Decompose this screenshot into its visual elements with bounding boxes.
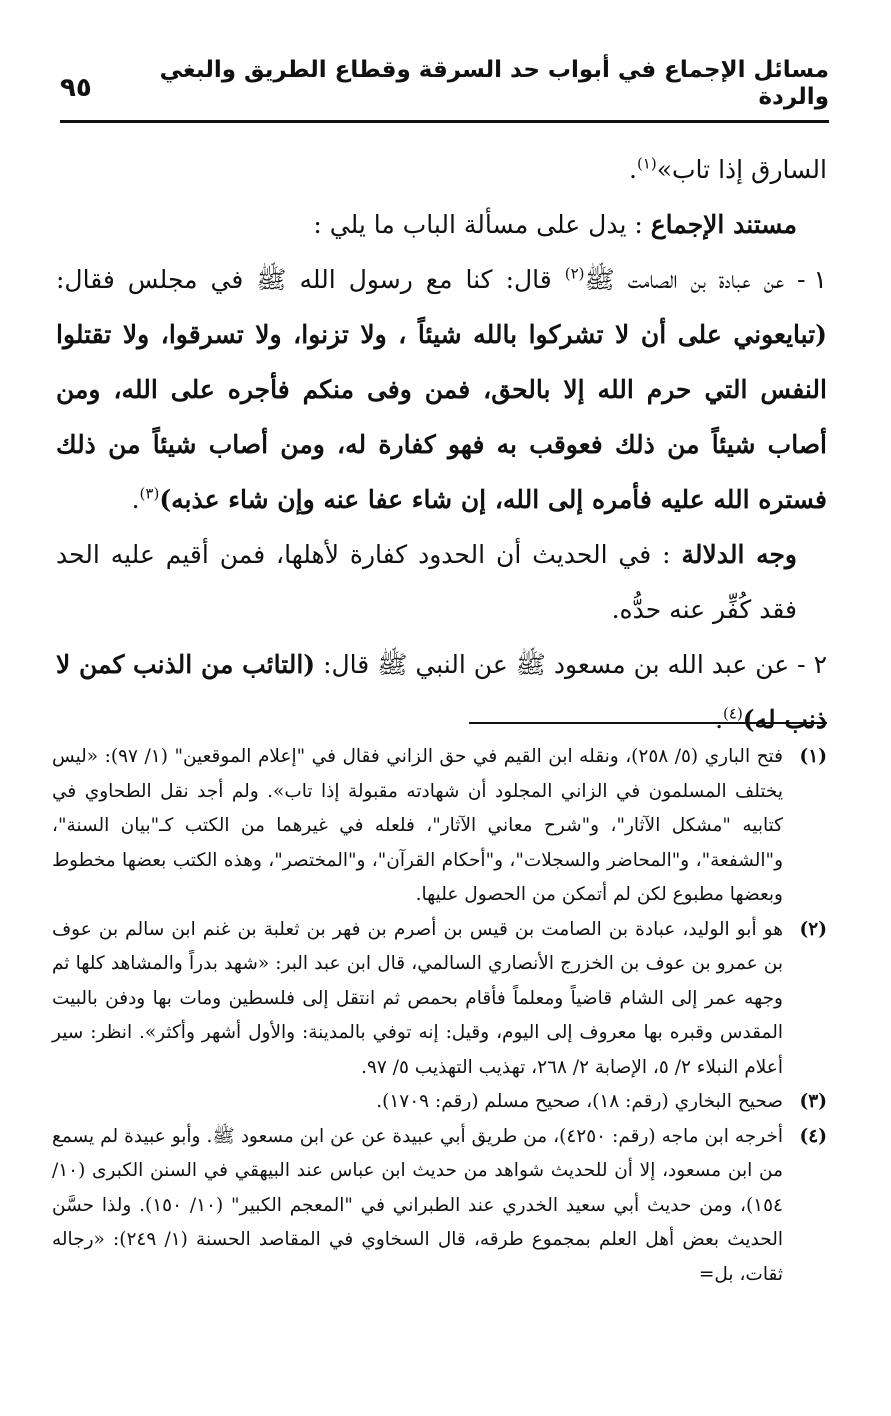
running-title: مسائل الإجماع في أبواب حد السرقة وقطاع الطريق والبغي والردة (159, 56, 829, 111)
evidence-intro-text: : يدل على مسألة الباب ما يلي : (313, 210, 643, 239)
footnote-text: صحيح البخاري (رقم: ١٨)، صحيح مسلم (رقم: ١٧٠٩). (376, 1091, 783, 1112)
footnote-number: (٢) (799, 918, 827, 940)
footnote-ref-1: (١) (636, 154, 657, 173)
footnote-text: هو أبو الوليد، عبادة بن الصامت بن قيس بن أصرم بن فهر بن ثعلبة بن غنم ابن سالم بن عوف بن عمرو بن عوف بن الخزرج الأنصاري السالمي، قال ابن عبد البر: «شهد بدراً والمشاهد كلها ثم وجهه عمر إلى الشام قاضياً ومعلماً فأقام بحمص ثم انتقل إلى فلسطين ومات بها ودفن بالبيت المقدس وقبره بها معروف إلى اليوم، وقيل: إنه توفي بالمدينة: والأول أشهر وأكثر». انظر: سير أعلام النبلاء ٢/ ٥، الإصابة ٢/ ٢٦٨، تهذيب التهذيب ٥/ ٩٧. (52, 918, 783, 1078)
item-number-2: ٢ - (797, 650, 827, 679)
hadith-1-narrator: عن عبادة بن الصامت ﷺ (584, 265, 785, 294)
footnote-number: (١) (799, 746, 827, 767)
footnote-1 (52, 740, 827, 913)
page-header (60, 56, 829, 123)
hadith-1-text: (تبايعوني على أن لا تشركوا بالله شيئاً ، ولا تزنوا، ولا تسرقوا، ولا تقتلوا النفس التي حرم الله إلا بالحق، فمن وفى منكم فأجره على الله، ومن أصاب شيئاً من ذلك فعوقب به فهو كفارة له، ومن أصاب شيئاً من ذلك فستره الله عليه فأمره إلى الله، إن شاء عفا عنه وإن شاء عذبه) (56, 320, 827, 514)
paragraph-continuation (56, 142, 827, 197)
footnote-text: فتح الباري (٥/ ٢٥٨)، ونقله ابن القيم في حق الزاني فقال في "إعلام الموقعين" (١/ ٩٧): «ليس يختلف المسلمون في الزاني المجلود أن شهادته مقبولة إذا تاب». ولم أجد نقل الطحاوي في كتابيه "مشكل الآثار"، و"شرح معاني الآثار"، فلعله في غيرهما من الكتب كـ"بيان السنة"، و"الشفعة"، و"المحاضر والسجلات"، و"أحكام القرآن"، و"المختصر"، وهذه الكتب بعضها مخطوط وبعضها مطبوع لكن لم أتمكن من الحصول عليها. (52, 746, 783, 905)
hadith-2-text: (التائب من الذنب كمن لا ذنب له) (56, 650, 827, 734)
footnotes (52, 740, 827, 1292)
hadith-1-intro: قال: كنا مع رسول الله ﷺ في مجلس فقال: (56, 265, 552, 294)
footnote-ref-2: (٢) (564, 264, 585, 283)
indication-text: : في الحديث أن الحدود كفارة لأهلها، فمن أقيم عليه الحد فقد كُفِّر عنه حدُّه. (56, 540, 797, 624)
evidence-label: مستند الإجماع (650, 210, 797, 239)
hadith-2-intro: عن عبد الله بن مسعود ﷺ عن النبي ﷺ قال: (323, 650, 790, 679)
page-number: ٩٥ (60, 72, 92, 103)
hadith-1 (56, 252, 827, 527)
indication-label: وجه الدلالة (681, 540, 797, 569)
period: . (628, 155, 637, 184)
footnote-2 (52, 913, 827, 1086)
paragraph-indication (56, 527, 827, 637)
main-text (56, 142, 827, 747)
item-number-1: ١ - (797, 265, 827, 294)
footnote-text: أخرجه ابن ماجه (رقم: ٤٢٥٠)، من طريق أبي عبيدة عن عن ابن مسعود ﷺ. وأبو عبيدة لم يسمع من ابن مسعود، إلا أن للحديث شواهد من حديث ابن عباس عند البيهقي في السنن الكبرى (١٠/ ١٥٤)، ومن حديث أبي سعيد الخدري عند الطبراني في "المعجم الكبير" (١٠/ ١٥٠). ولذا حسَّن الحديث بعض أهل العلم بمجموع طرقه، قال السخاوي في المقاصد الحسنة (١/ ٢٤٩): «رجاله ثقات، بل= (52, 1125, 783, 1285)
footnote-4 (52, 1120, 827, 1293)
footnote-ref-4: (٤) (723, 704, 743, 723)
footnote-3 (52, 1085, 827, 1120)
period: . (131, 485, 140, 514)
footnote-number: (٣) (799, 1091, 827, 1112)
footnote-divider (469, 722, 827, 724)
continuation-text: السارق إذا تاب» (656, 155, 827, 184)
hadith-2 (56, 637, 827, 747)
footnote-number: (٤) (799, 1125, 827, 1147)
footnote-ref-3: (٣) (139, 484, 160, 503)
paragraph-evidence-intro (56, 197, 827, 252)
period: . (715, 705, 724, 734)
